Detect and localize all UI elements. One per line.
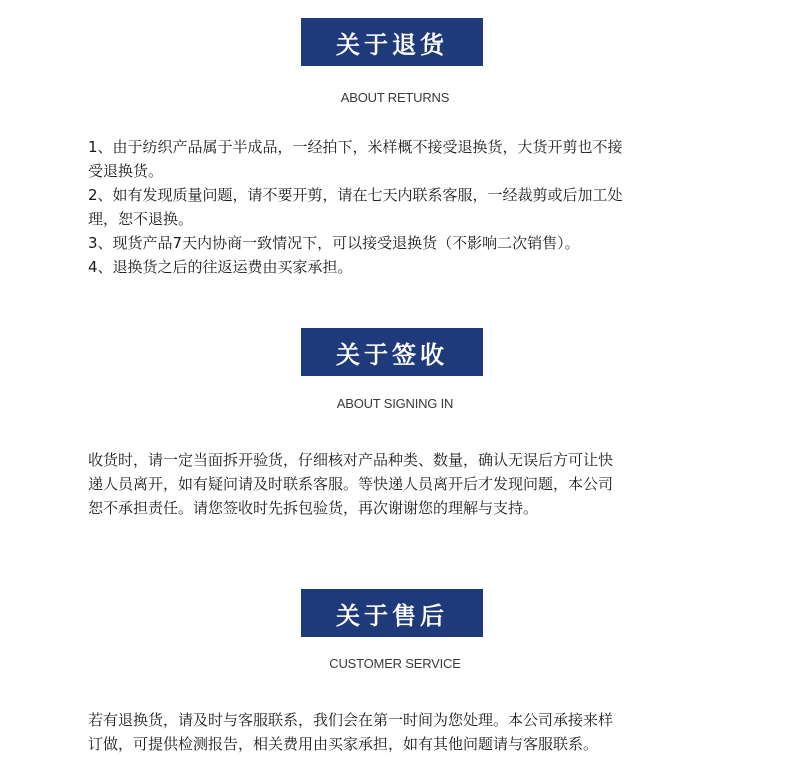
service-line: 若有退换货，请及时与客服联系，我们会在第一时间为您处理。本公司承接来样 bbox=[88, 711, 614, 729]
signing-line: 递人员离开，如有疑问请及时联系客服。等快递人员离开后才发现问题，本公司 bbox=[88, 475, 614, 493]
signing-title-banner bbox=[301, 328, 483, 376]
signing-line: 收货时，请一定当面拆开验货，仔细核对产品种类、数量，确认无误后方可让快 bbox=[88, 451, 614, 469]
service-title-banner bbox=[301, 589, 483, 637]
service-line: 订做，可提供检测报告，相关费用由买家承担，如有其他问题请与客服联系。 bbox=[88, 735, 599, 753]
returns-subtitle: ABOUT RETURNS bbox=[340, 90, 450, 105]
signing-subtitle: ABOUT SIGNING IN bbox=[336, 396, 454, 411]
service-subtitle: CUSTOMER SERVICE bbox=[329, 656, 461, 671]
returns-line: 理，恕不退换。 bbox=[88, 210, 194, 228]
service-policy-text bbox=[88, 708, 722, 756]
returns-line: 受退换货。 bbox=[88, 162, 164, 180]
returns-title-banner bbox=[301, 18, 483, 66]
signing-policy-text bbox=[88, 448, 722, 520]
signing-title: 关于签收 bbox=[336, 339, 448, 369]
returns-title: 关于退货 bbox=[336, 29, 448, 59]
service-title: 关于售后 bbox=[336, 600, 448, 630]
returns-line: 3、现货产品7天内协商一致情况下，可以接受退换货（不影响二次销售）。 bbox=[88, 234, 580, 252]
signing-line: 恕不承担责任。请您签收时先拆包验货，再次谢谢您的理解与支持。 bbox=[88, 499, 539, 517]
returns-policy-text bbox=[88, 135, 722, 279]
returns-line: 1、由于纺织产品属于半成品，一经拍下，米样概不接受退换货，大货开剪也不接 bbox=[88, 138, 623, 156]
returns-line: 2、如有发现质量问题，请不要开剪，请在七天内联系客服，一经裁剪或后加工处 bbox=[88, 186, 623, 204]
returns-line: 4、退换货之后的往返运费由买家承担。 bbox=[88, 258, 353, 276]
